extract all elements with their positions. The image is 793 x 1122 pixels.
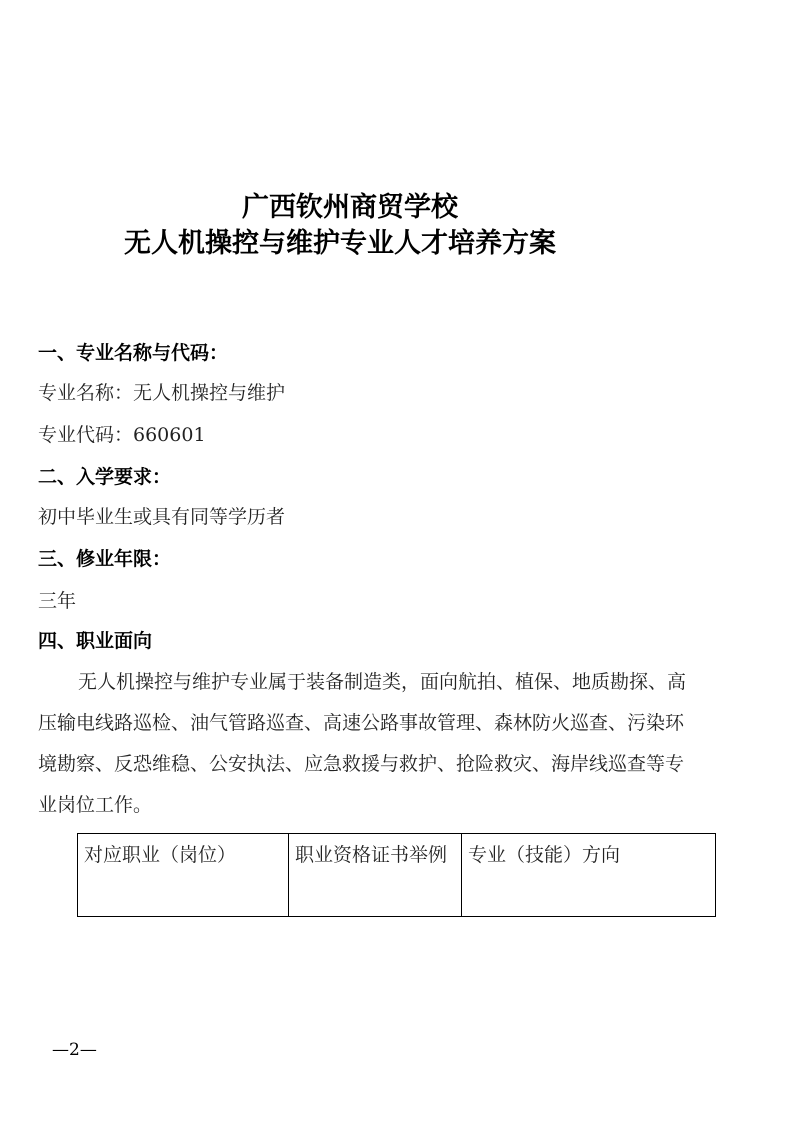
table-header-row bbox=[78, 834, 716, 917]
document-subtitle: 无人机操控与维护专业人才培养方案 bbox=[124, 228, 556, 259]
major-code: 专业代码：660601 bbox=[38, 424, 206, 446]
page-number: —2— bbox=[52, 1040, 97, 1060]
section-1-heading: 一、专业名称与代码： bbox=[38, 342, 229, 364]
table-header-cell: 专业（技能）方向 bbox=[462, 834, 716, 917]
career-paragraph-line: 境勘察、反恐维稳、公安执法、应急救援与救护、抢险救灾、海岸线巡查等专 bbox=[38, 753, 685, 775]
career-table bbox=[77, 833, 716, 917]
admission-requirement: 初中毕业生或具有同等学历者 bbox=[38, 506, 286, 528]
career-paragraph-line: 压输电线路巡检、油气管路巡查、高速公路事故管理、森林防火巡查、污染环 bbox=[38, 712, 685, 734]
document-title: 广西钦州商贸学校 bbox=[242, 192, 458, 223]
career-paragraph bbox=[38, 662, 760, 826]
study-duration: 三年 bbox=[38, 590, 77, 612]
career-paragraph-line: 无人机操控与维护专业属于装备制造类，面向航拍、植保、地质勘探、高 bbox=[78, 671, 687, 693]
major-name: 专业名称：无人机操控与维护 bbox=[38, 382, 286, 404]
section-3-heading: 三、修业年限： bbox=[38, 548, 172, 570]
section-4-heading: 四、职业面向 bbox=[38, 630, 153, 652]
table-header-cell: 对应职业（岗位） bbox=[78, 834, 289, 917]
section-2-heading: 二、入学要求： bbox=[38, 466, 172, 488]
career-paragraph-line: 业岗位工作。 bbox=[38, 794, 153, 816]
table-header-cell: 职业资格证书举例 bbox=[289, 834, 462, 917]
